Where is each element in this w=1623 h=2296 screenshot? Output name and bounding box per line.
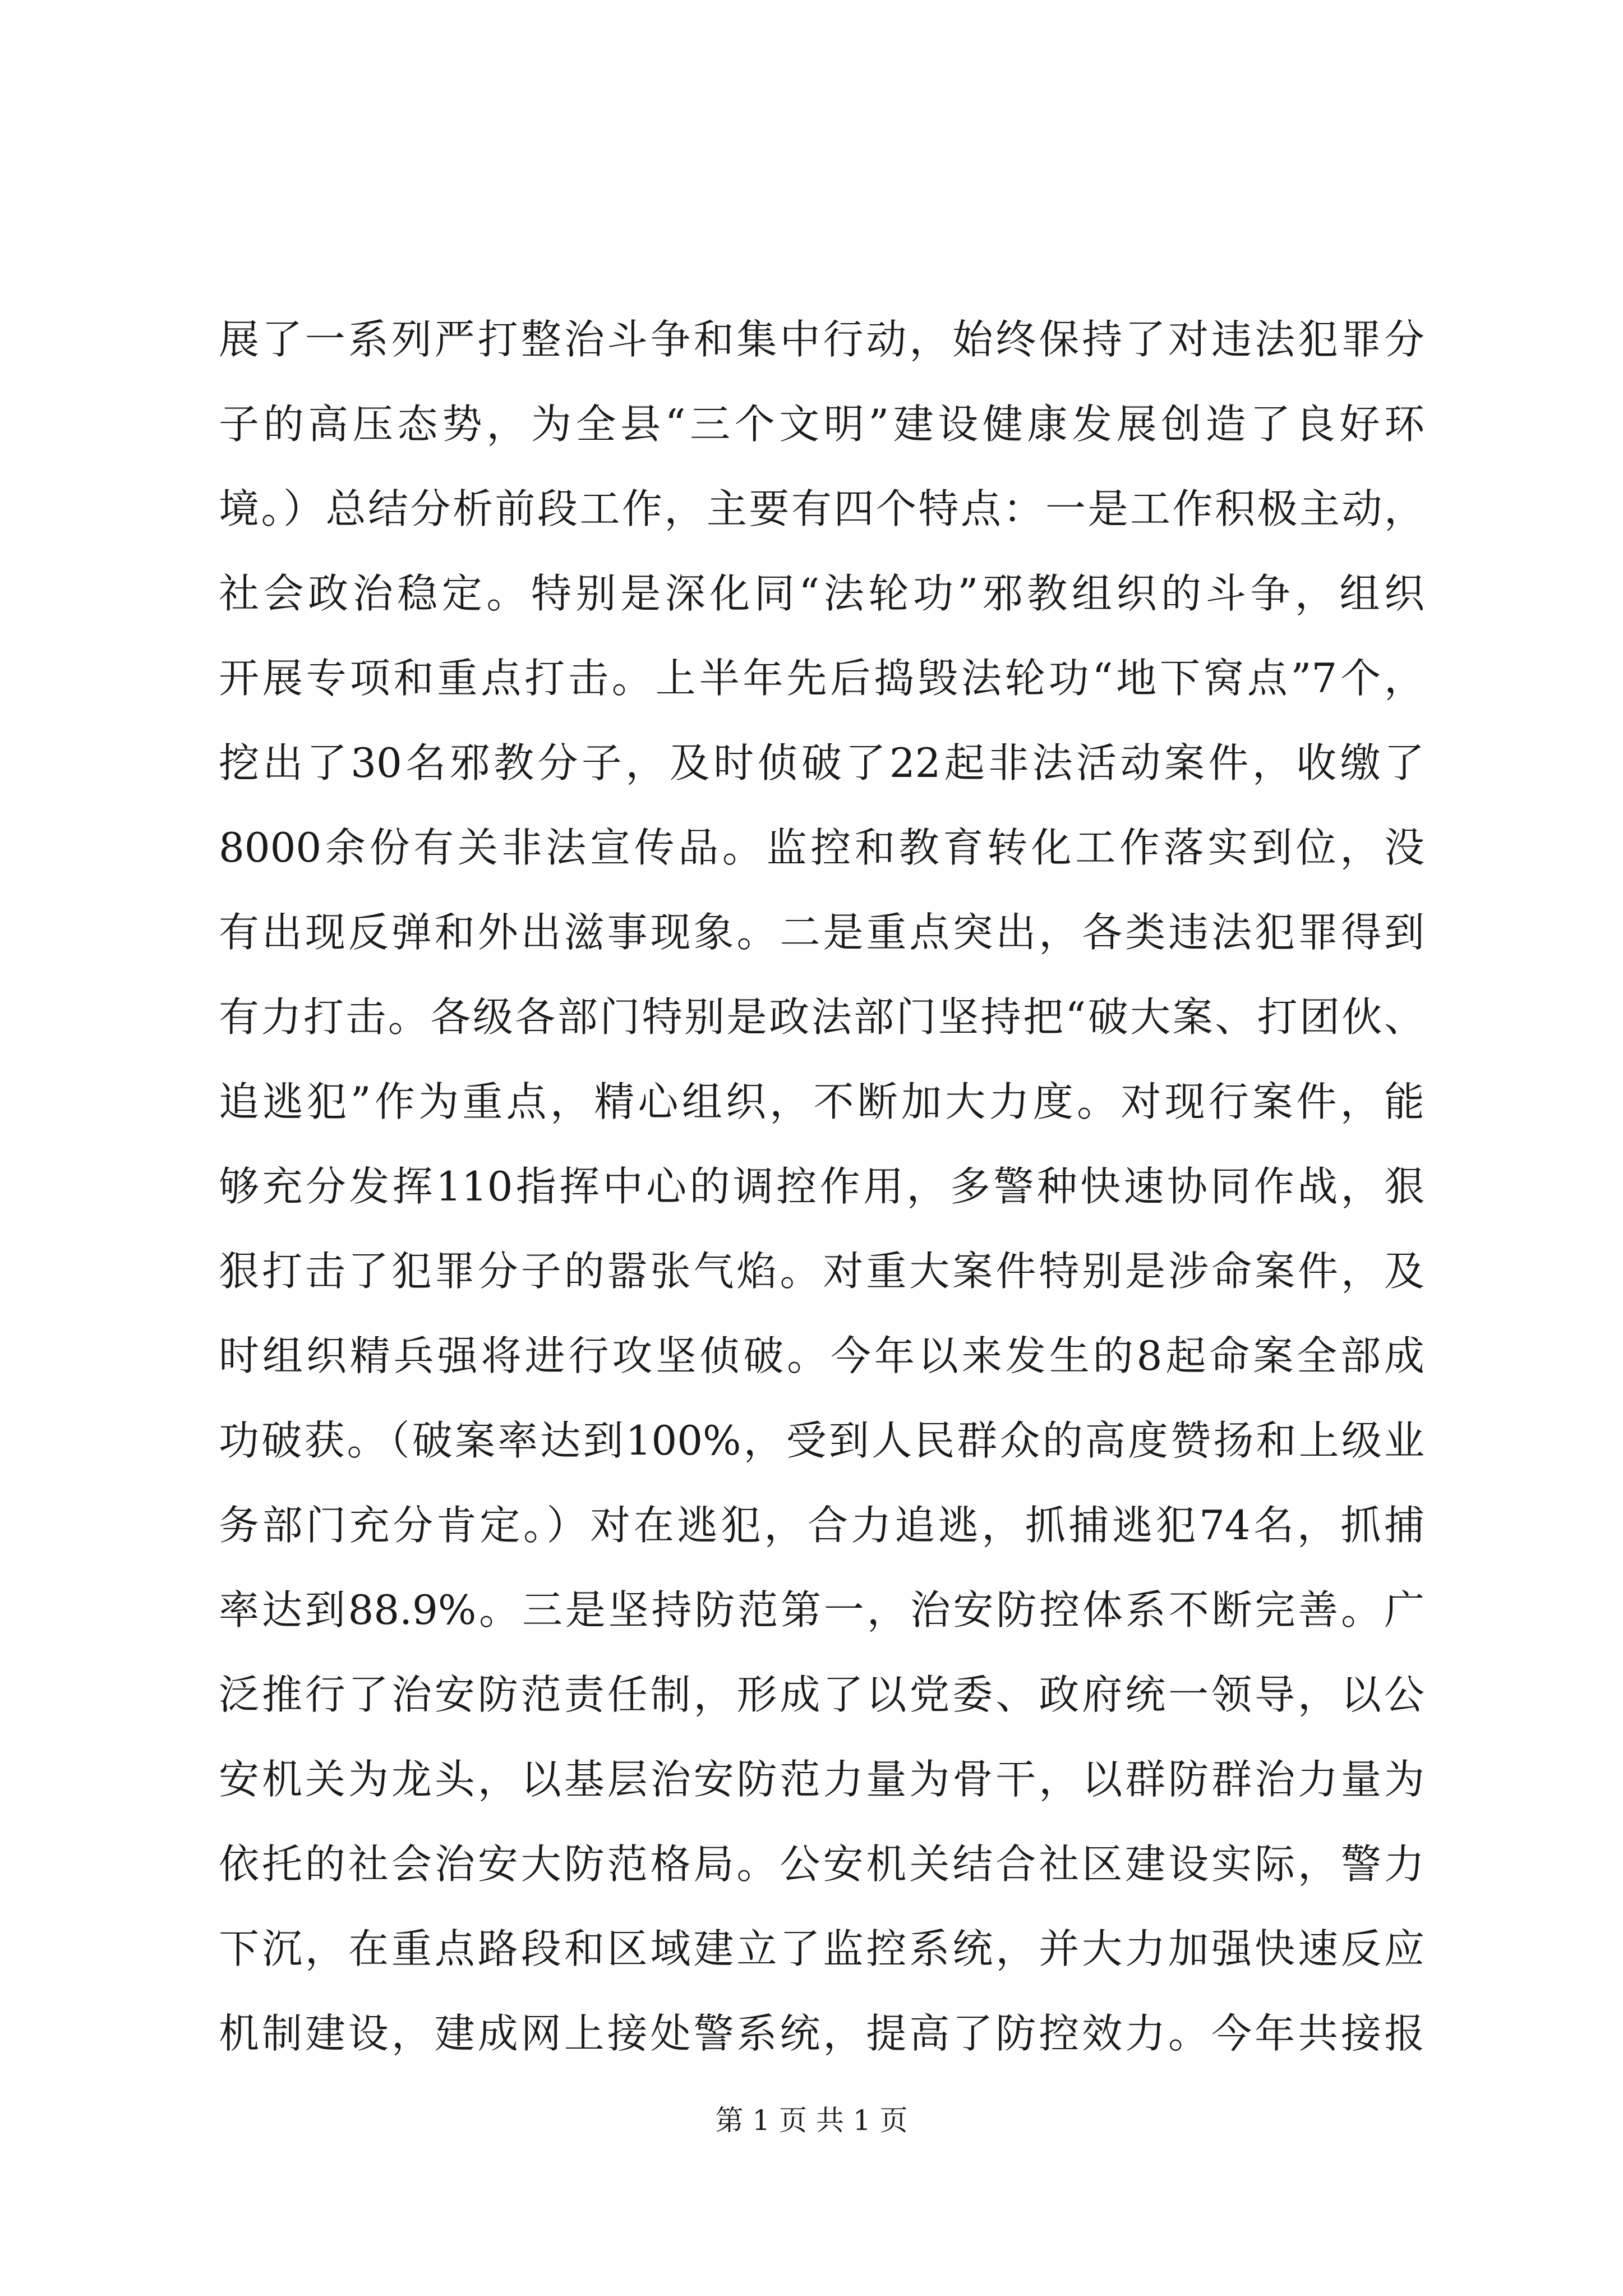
text-line: 追逃犯”作为重点，精心组织，不断加大力度。对现行案件，能 xyxy=(219,1078,1424,1125)
text-line: 8000余份有关非法宣传品。监控和教育转化工作落实到位，没 xyxy=(219,824,1424,871)
text-line: 率达到88.9%。三是坚持防范第一，治安防控体系不断完善。广 xyxy=(219,1586,1424,1634)
text-line: 务部门充分肯定。）对在逃犯，合力追逃，抓捕逃犯74名，抓捕 xyxy=(219,1502,1424,1549)
text-line: 安机关为龙头，以基层治安防范力量为骨干，以群防群治力量为 xyxy=(219,1756,1424,1803)
text-line: 社会政治稳定。特别是深化同“法轮功”邪教组织的斗争，组织 xyxy=(219,570,1424,617)
text-line: 下沉，在重点路段和区域建立了监控系统，并大力加强快速反应 xyxy=(219,1925,1424,1972)
text-line: 展了一系列严打整治斗争和集中行动，始终保持了对违法犯罪分 xyxy=(219,316,1424,363)
text-line: 够充分发挥110指挥中心的调控作用，多警种快速协同作战，狠 xyxy=(219,1163,1424,1210)
page-number-label: 第 1 页 共 1 页 xyxy=(715,2104,908,2137)
text-line: 境。）总结分析前段工作，主要有四个特点：一是工作积极主动， xyxy=(219,485,1424,532)
text-line: 时组织精兵强将进行攻坚侦破。今年以来发生的8起命案全部成 xyxy=(219,1332,1424,1379)
body-paragraph xyxy=(219,297,1424,2076)
text-line: 有出现反弹和外出滋事现象。二是重点突出，各类违法犯罪得到 xyxy=(219,909,1424,956)
text-line: 依托的社会治安大防范格局。公安机关结合社区建设实际，警力 xyxy=(219,1841,1424,1888)
page-footer xyxy=(0,2101,1623,2140)
text-line: 狠打击了犯罪分子的嚣张气焰。对重大案件特别是涉命案件，及 xyxy=(219,1248,1424,1295)
text-line: 机制建设，建成网上接处警系统，提高了防控效力。今年共接报 xyxy=(219,2010,1424,2057)
text-line: 子的高压态势，为全县“三个文明”建设健康发展创造了良好环 xyxy=(219,401,1424,448)
text-line: 开展专项和重点打击。上半年先后捣毁法轮功“地下窝点”7个， xyxy=(219,655,1424,702)
text-line: 功破获。（破案率达到100%，受到人民群众的高度赞扬和上级业 xyxy=(219,1417,1424,1464)
text-line: 挖出了30名邪教分子，及时侦破了22起非法活动案件，收缴了 xyxy=(219,739,1424,786)
text-line: 泛推行了治安防范责任制，形成了以党委、政府统一领导，以公 xyxy=(219,1671,1424,1718)
text-line: 有力打击。各级各部门特别是政法部门坚持把“破大案、打团伙、 xyxy=(219,993,1424,1041)
